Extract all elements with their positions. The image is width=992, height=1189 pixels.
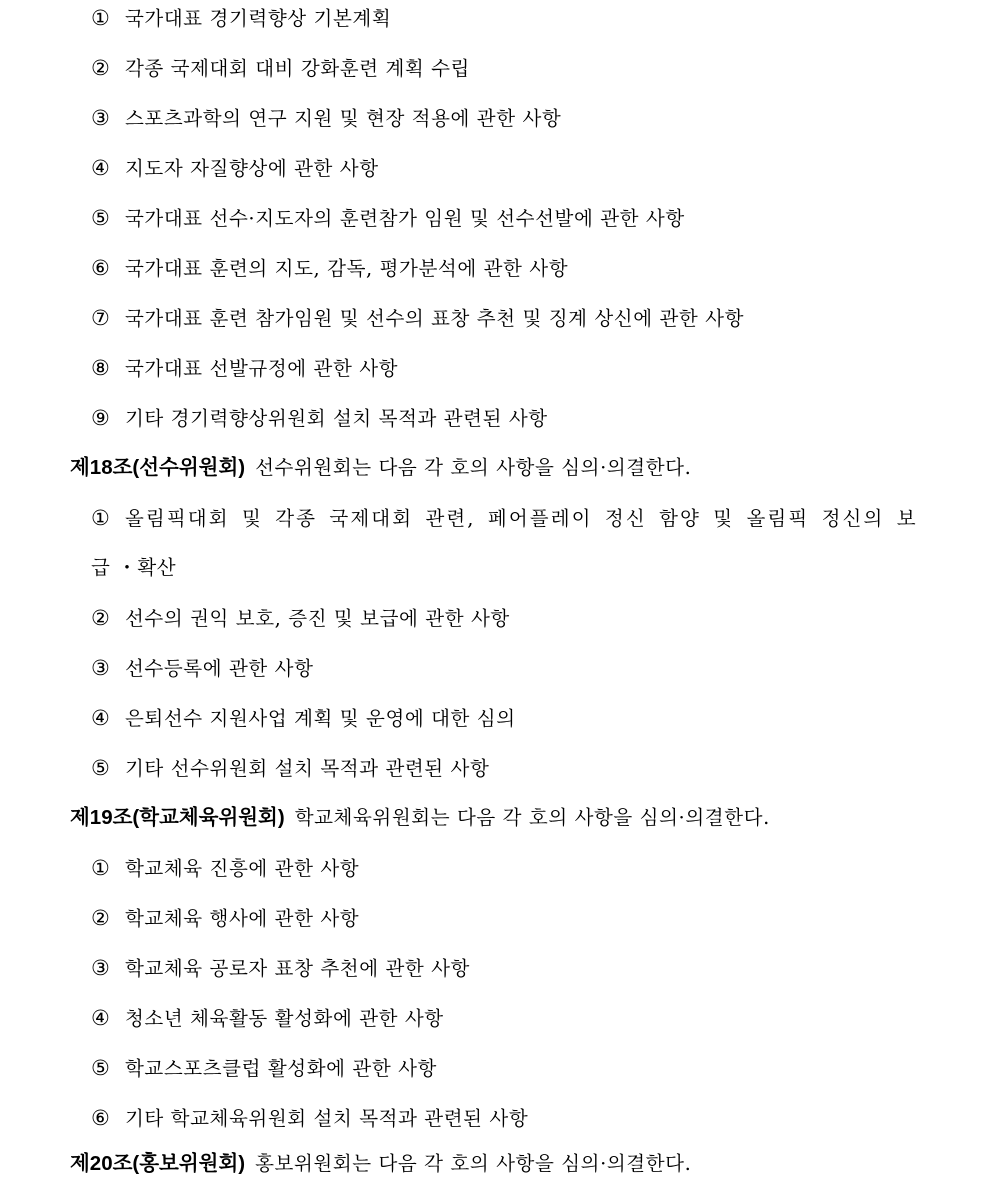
- list-item: [0, 143, 379, 193]
- item-text: 선수등록에 관한 사항: [125, 657, 314, 680]
- item-text: 학교체육 공로자 표창 추천에 관한 사항: [125, 957, 470, 980]
- list-item-continuation: [0, 543, 176, 593]
- list-item: [0, 743, 489, 793]
- list-item: [0, 943, 470, 993]
- item-text: 청소년 체육활동 활성화에 관한 사항: [125, 1007, 444, 1030]
- item-number: ③: [91, 656, 111, 680]
- item-number: ④: [91, 1006, 111, 1030]
- item-number: ④: [91, 156, 111, 180]
- item-number: ②: [91, 56, 111, 80]
- item-text: 각종 국제대회 대비 강화훈련 계획 수립: [125, 57, 470, 80]
- article-text: 학교체육위원회는 다음 각 호의 사항을 심의·의결한다.: [294, 806, 770, 829]
- item-text: 학교체육 진흥에 관한 사항: [125, 857, 360, 880]
- item-text: 올림픽대회 및 각종 국제대회 관련, 페어플레이 정신 함양 및 올림픽 정신의 보: [125, 507, 918, 530]
- list-item: [0, 0, 391, 43]
- list-item: [0, 693, 516, 743]
- item-number: ⑤: [91, 756, 111, 780]
- item-number: ⑦: [91, 306, 111, 330]
- article-18-heading: [0, 443, 691, 493]
- article-title: 제18조(선수위원회): [70, 456, 246, 479]
- article-19-heading: [0, 793, 770, 843]
- item-number: ⑨: [91, 406, 111, 430]
- item-number: ①: [91, 6, 111, 30]
- article-text: 홍보위원회는 다음 각 호의 사항을 심의·의결한다.: [255, 1152, 692, 1175]
- list-item: [0, 1043, 437, 1093]
- item-text: 국가대표 경기력향상 기본계획: [125, 7, 392, 30]
- item-number: ⑥: [91, 1106, 111, 1130]
- item-number: ②: [91, 606, 111, 630]
- article-20-heading: [0, 1139, 691, 1189]
- item-text: 학교체육 행사에 관한 사항: [125, 907, 360, 930]
- list-item: [0, 93, 561, 143]
- item-text-continuation: 급 ・확산: [91, 556, 177, 579]
- list-item: [0, 293, 744, 343]
- item-text: 스포츠과학의 연구 지원 및 현장 적용에 관한 사항: [125, 107, 562, 130]
- item-number: ⑧: [91, 356, 111, 380]
- item-text: 국가대표 선발규정에 관한 사항: [125, 357, 399, 380]
- list-item: [0, 843, 359, 893]
- list-item: [0, 1093, 528, 1143]
- item-number: ①: [91, 506, 112, 530]
- list-item: [0, 893, 359, 943]
- article-text: 선수위원회는 다음 각 호의 사항을 심의·의결한다.: [255, 456, 692, 479]
- item-text: 선수의 권익 보호, 증진 및 보급에 관한 사항: [125, 607, 510, 630]
- item-text: 국가대표 훈련 참가임원 및 선수의 표창 추천 및 징계 상신에 관한 사항: [125, 307, 745, 330]
- item-text: 국가대표 선수·지도자의 훈련참가 임원 및 선수선발에 관한 사항: [125, 207, 685, 230]
- list-item: [0, 393, 548, 443]
- item-text: 기타 학교체육위원회 설치 목적과 관련된 사항: [125, 1107, 529, 1130]
- item-number: ⑤: [91, 206, 111, 230]
- article-title: 제19조(학교체육위원회): [70, 806, 285, 829]
- item-text: 학교스포츠클럽 활성화에 관한 사항: [125, 1057, 437, 1080]
- item-text: 지도자 자질향상에 관한 사항: [125, 157, 379, 180]
- list-item: [0, 193, 685, 243]
- item-number: ④: [91, 706, 111, 730]
- item-number: ⑥: [91, 256, 111, 280]
- item-text: 기타 경기력향상위원회 설치 목적과 관련된 사항: [125, 407, 548, 430]
- list-item: [0, 43, 470, 93]
- item-number: ①: [91, 856, 111, 880]
- list-item: [0, 593, 510, 643]
- list-item: [0, 993, 444, 1043]
- list-item: [0, 343, 398, 393]
- item-number: ⑤: [91, 1056, 111, 1080]
- item-number: ③: [91, 956, 111, 980]
- item-text: 은퇴선수 지원사업 계획 및 운영에 대한 심의: [125, 707, 516, 730]
- item-number: ③: [91, 106, 111, 130]
- list-item: [0, 493, 918, 543]
- list-item: [0, 243, 568, 293]
- item-text: 국가대표 훈련의 지도, 감독, 평가분석에 관한 사항: [125, 257, 569, 280]
- item-text: 기타 선수위원회 설치 목적과 관련된 사항: [125, 757, 490, 780]
- item-number: ②: [91, 906, 111, 930]
- article-title: 제20조(홍보위원회): [70, 1152, 246, 1175]
- list-item: [0, 643, 314, 693]
